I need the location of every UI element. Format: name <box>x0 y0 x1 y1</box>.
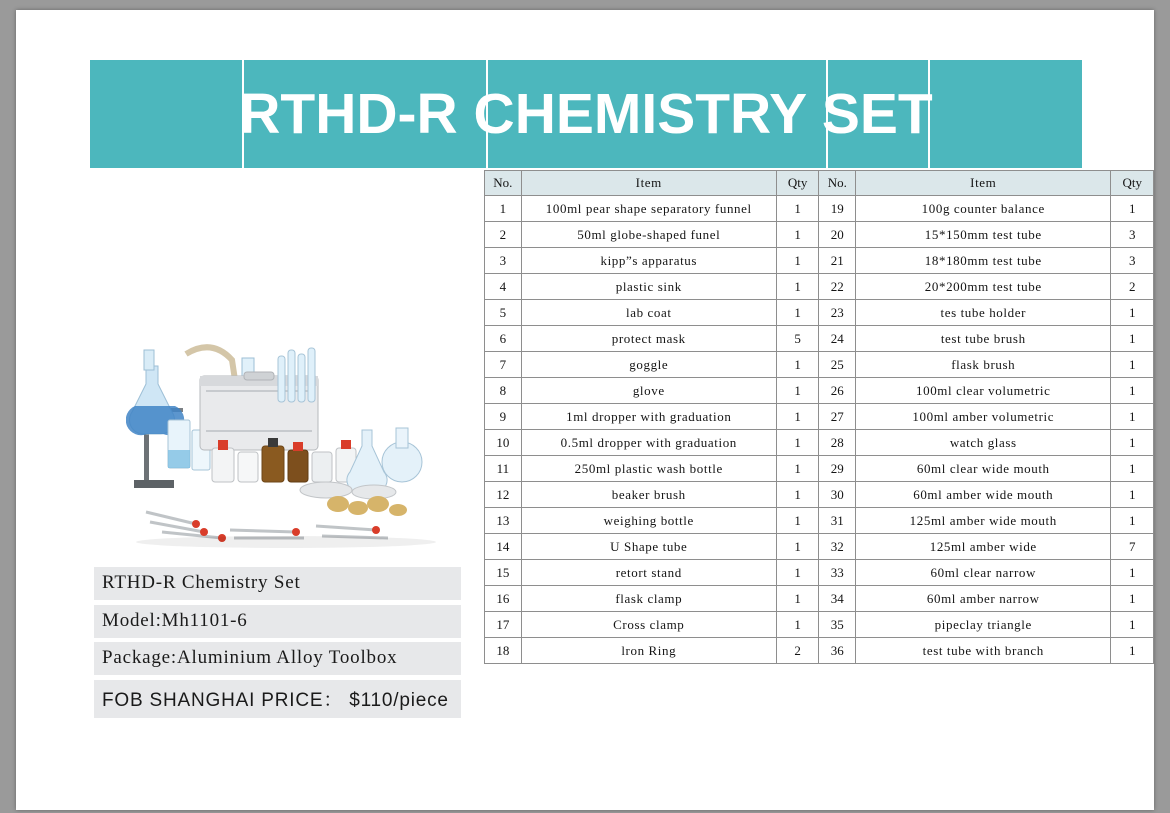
cell-qty-right: 1 <box>1111 300 1154 326</box>
cell-qty-left: 1 <box>776 196 819 222</box>
cell-no-right: 19 <box>819 196 856 222</box>
title-banner <box>90 60 1082 168</box>
cell-qty-left: 1 <box>776 352 819 378</box>
cell-item-right: test tube with branch <box>856 638 1111 664</box>
cell-item-left: retort stand <box>521 560 776 586</box>
cell-qty-left: 1 <box>776 300 819 326</box>
cell-item-left: lab coat <box>521 300 776 326</box>
cell-no-right: 28 <box>819 430 856 456</box>
cell-qty-right: 1 <box>1111 586 1154 612</box>
cell-item-left: weighing bottle <box>521 508 776 534</box>
header-qty-right: Qty <box>1111 171 1154 196</box>
cell-qty-right: 3 <box>1111 248 1154 274</box>
table-row <box>485 456 1154 482</box>
cell-qty-right: 1 <box>1111 196 1154 222</box>
table-row <box>485 352 1154 378</box>
cell-item-left: glove <box>521 378 776 404</box>
table-row <box>485 404 1154 430</box>
cell-no-right: 27 <box>819 404 856 430</box>
cell-no-left: 7 <box>485 352 522 378</box>
cell-item-left: 0.5ml dropper with graduation <box>521 430 776 456</box>
cell-no-left: 10 <box>485 430 522 456</box>
cell-qty-right: 1 <box>1111 430 1154 456</box>
cell-qty-left: 1 <box>776 612 819 638</box>
cell-no-left: 15 <box>485 560 522 586</box>
cell-qty-left: 5 <box>776 326 819 352</box>
cell-item-right: test tube brush <box>856 326 1111 352</box>
cell-item-left: beaker brush <box>521 482 776 508</box>
header-item-right: Item <box>856 171 1111 196</box>
cell-item-right: 18*180mm test tube <box>856 248 1111 274</box>
cell-qty-left: 1 <box>776 508 819 534</box>
table-row <box>485 508 1154 534</box>
cell-item-right: tes tube holder <box>856 300 1111 326</box>
cell-no-left: 5 <box>485 300 522 326</box>
table-row <box>485 482 1154 508</box>
cell-item-right: 60ml amber narrow <box>856 586 1111 612</box>
table-row <box>485 326 1154 352</box>
cell-no-right: 20 <box>819 222 856 248</box>
cell-qty-left: 1 <box>776 534 819 560</box>
cell-item-right: flask brush <box>856 352 1111 378</box>
table-row <box>485 378 1154 404</box>
cell-qty-left: 1 <box>776 222 819 248</box>
cell-qty-left: 1 <box>776 482 819 508</box>
cell-item-left: Cross clamp <box>521 612 776 638</box>
cell-item-left: kipp”s apparatus <box>521 248 776 274</box>
cell-item-left: 100ml pear shape separatory funnel <box>521 196 776 222</box>
table-row <box>485 560 1154 586</box>
parts-list-table <box>484 170 1154 664</box>
cell-no-right: 35 <box>819 612 856 638</box>
table-header-row <box>485 171 1154 196</box>
cell-no-left: 13 <box>485 508 522 534</box>
cell-qty-right: 1 <box>1111 404 1154 430</box>
cell-qty-left: 2 <box>776 638 819 664</box>
cell-qty-left: 1 <box>776 404 819 430</box>
cell-no-right: 31 <box>819 508 856 534</box>
cell-no-left: 11 <box>485 456 522 482</box>
cell-item-right: 60ml amber wide mouth <box>856 482 1111 508</box>
cell-qty-left: 1 <box>776 456 819 482</box>
table-row <box>485 534 1154 560</box>
cell-no-left: 9 <box>485 404 522 430</box>
cell-qty-right: 1 <box>1111 326 1154 352</box>
model-label: Model:Mh1101-6 <box>94 605 461 638</box>
page-title: RTHD-R CHEMISTRY SET <box>239 82 933 146</box>
cell-no-left: 18 <box>485 638 522 664</box>
header-no-right: No. <box>819 171 856 196</box>
cell-qty-right: 1 <box>1111 378 1154 404</box>
cell-qty-right: 1 <box>1111 638 1154 664</box>
table-row <box>485 274 1154 300</box>
cell-item-right: 15*150mm test tube <box>856 222 1111 248</box>
cell-no-right: 25 <box>819 352 856 378</box>
cell-qty-left: 1 <box>776 378 819 404</box>
header-qty-left: Qty <box>776 171 819 196</box>
cell-qty-right: 1 <box>1111 456 1154 482</box>
table-row <box>485 612 1154 638</box>
cell-no-right: 33 <box>819 560 856 586</box>
cell-item-right: 125ml amber wide <box>856 534 1111 560</box>
cell-no-right: 34 <box>819 586 856 612</box>
cell-item-right: 125ml amber wide mouth <box>856 508 1111 534</box>
cell-item-left: U Shape tube <box>521 534 776 560</box>
cell-item-left: 50ml globe-shaped funel <box>521 222 776 248</box>
cell-no-left: 16 <box>485 586 522 612</box>
cell-no-left: 8 <box>485 378 522 404</box>
cell-qty-left: 1 <box>776 586 819 612</box>
cell-item-left: 1ml dropper with graduation <box>521 404 776 430</box>
cell-item-left: lron Ring <box>521 638 776 664</box>
cell-item-left: plastic sink <box>521 274 776 300</box>
table-row <box>485 638 1154 664</box>
package-label: Package:Aluminium Alloy Toolbox <box>94 642 461 675</box>
cell-no-left: 1 <box>485 196 522 222</box>
product-name-label: RTHD-R Chemistry Set <box>94 567 461 600</box>
cell-item-right: 100g counter balance <box>856 196 1111 222</box>
cell-item-right: watch glass <box>856 430 1111 456</box>
cell-qty-left: 1 <box>776 274 819 300</box>
cell-no-right: 21 <box>819 248 856 274</box>
cell-qty-right: 1 <box>1111 612 1154 638</box>
table-row <box>485 586 1154 612</box>
cell-qty-right: 1 <box>1111 560 1154 586</box>
cell-qty-right: 1 <box>1111 508 1154 534</box>
cell-item-right: 20*200mm test tube <box>856 274 1111 300</box>
cell-item-right: 100ml clear volumetric <box>856 378 1111 404</box>
header-no-left: No. <box>485 171 522 196</box>
cell-item-right: 100ml amber volumetric <box>856 404 1111 430</box>
header-item-left: Item <box>521 171 776 196</box>
cell-item-left: 250ml plastic wash bottle <box>521 456 776 482</box>
cell-no-left: 6 <box>485 326 522 352</box>
cell-no-left: 4 <box>485 274 522 300</box>
cell-no-left: 17 <box>485 612 522 638</box>
table-row <box>485 196 1154 222</box>
cell-qty-right: 7 <box>1111 534 1154 560</box>
cell-qty-right: 2 <box>1111 274 1154 300</box>
cell-no-left: 2 <box>485 222 522 248</box>
cell-no-left: 14 <box>485 534 522 560</box>
cell-qty-right: 3 <box>1111 222 1154 248</box>
table-row <box>485 222 1154 248</box>
document-page <box>16 10 1154 810</box>
cell-no-left: 12 <box>485 482 522 508</box>
cell-no-right: 23 <box>819 300 856 326</box>
cell-qty-right: 1 <box>1111 352 1154 378</box>
cell-no-right: 24 <box>819 326 856 352</box>
cell-no-right: 36 <box>819 638 856 664</box>
cell-item-right: pipeclay triangle <box>856 612 1111 638</box>
table-row <box>485 430 1154 456</box>
price-label: FOB SHANGHAI PRICE： $110/piece <box>94 680 461 718</box>
cell-item-right: 60ml clear narrow <box>856 560 1111 586</box>
cell-no-right: 29 <box>819 456 856 482</box>
cell-qty-left: 1 <box>776 560 819 586</box>
product-photo <box>126 280 446 550</box>
cell-item-left: flask clamp <box>521 586 776 612</box>
cell-no-right: 26 <box>819 378 856 404</box>
table-row <box>485 300 1154 326</box>
cell-item-right: 60ml clear wide mouth <box>856 456 1111 482</box>
cell-no-right: 22 <box>819 274 856 300</box>
cell-qty-right: 1 <box>1111 482 1154 508</box>
cell-qty-left: 1 <box>776 430 819 456</box>
cell-item-left: goggle <box>521 352 776 378</box>
cell-item-left: protect mask <box>521 326 776 352</box>
cell-no-left: 3 <box>485 248 522 274</box>
cell-no-right: 30 <box>819 482 856 508</box>
table-row <box>485 248 1154 274</box>
cell-qty-left: 1 <box>776 248 819 274</box>
cell-no-right: 32 <box>819 534 856 560</box>
